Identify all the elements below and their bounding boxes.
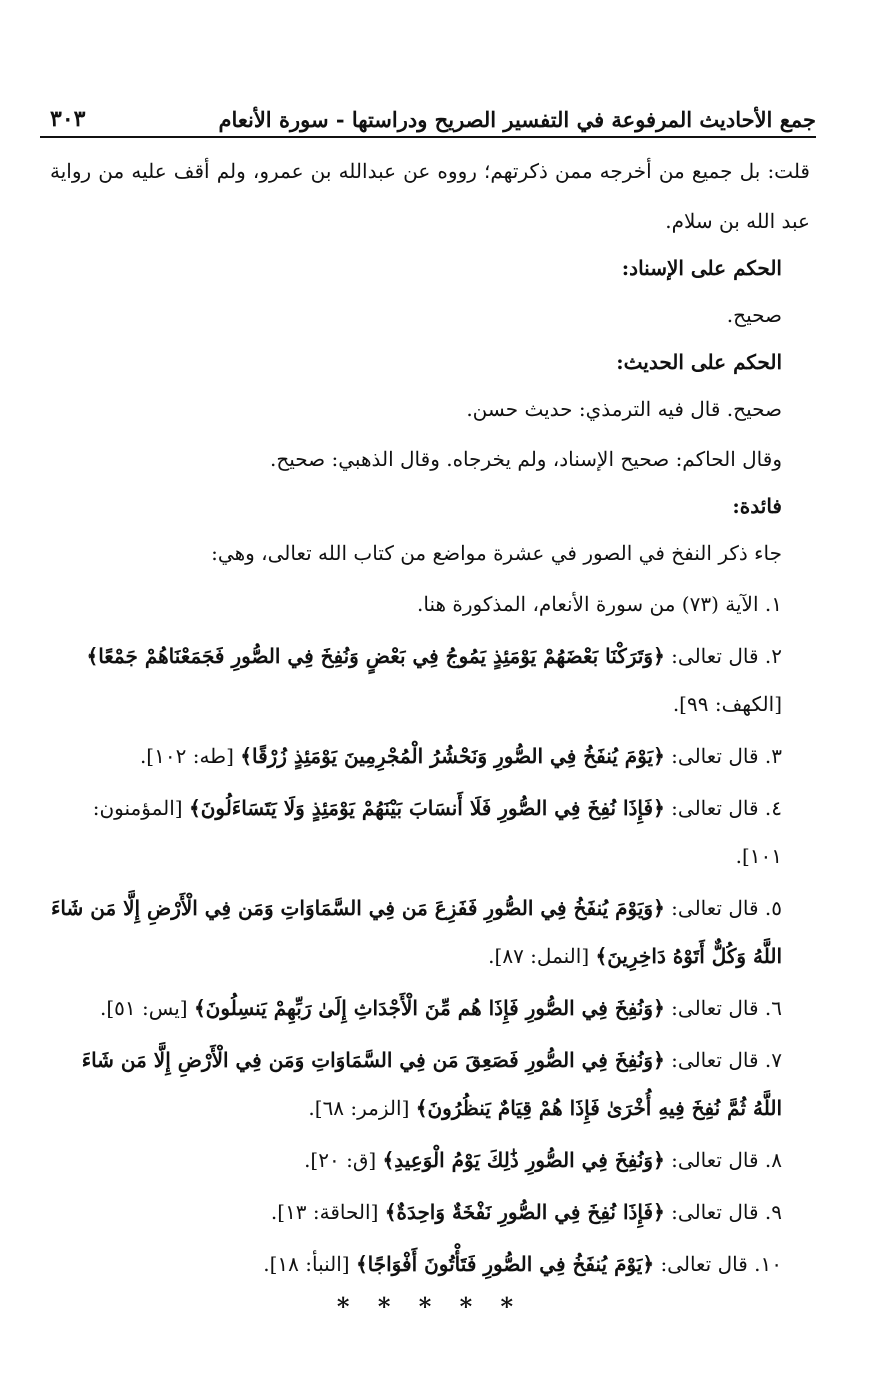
verse-reference: [الكهف: ٩٩]. xyxy=(672,692,782,716)
quran-verse: ﴿وَنُفِخَ فِي الصُّورِ فَإِذَا هُم مِّنَ الْأَجْدَاثِ إِلَىٰ رَبِّهِمْ يَنسِلُونَ﴾ xyxy=(193,996,665,1020)
verse-reference: [طه: ١٠٢]. xyxy=(139,744,234,768)
list-item: ٩. قال تعالى: ﴿فَإِذَا نُفِخَ فِي الصُّورِ نَفْخَةٌ وَاحِدَةٌ﴾ [الحاقة: ١٣]. xyxy=(270,1200,782,1224)
item-prefix: قال تعالى: xyxy=(671,1200,759,1224)
list-item: ٦. قال تعالى: ﴿وَنُفِخَ فِي الصُّورِ فَإِذَا هُم مِّنَ الْأَجْدَاثِ إِلَىٰ رَبِّهِمْ يَنسِلُونَ﴾ [يس: ٥١]. xyxy=(99,996,782,1020)
isnad-heading: الحكم على الإسناد: xyxy=(621,256,782,280)
quran-verse: ﴿وَتَرَكْنَا بَعْضَهُمْ يَوْمَئِذٍ يَمُوجُ فِي بَعْضٍ وَنُفِخَ فِي الصُّورِ فَجَمَعْنَاهُمْ جَمْعًا﴾ xyxy=(86,644,665,668)
item-number: ٨ xyxy=(771,1148,782,1172)
hadith-heading: الحكم على الحديث: xyxy=(616,350,782,374)
item-prefix: قال تعالى: xyxy=(671,1048,759,1072)
item-prefix: الآية (٧٣) من سورة الأنعام، المذكورة هنا. xyxy=(417,592,759,616)
item-number: ١ xyxy=(771,592,782,616)
item-number: ٩ xyxy=(771,1200,782,1224)
item-prefix: قال تعالى: xyxy=(671,996,759,1020)
item-prefix: قال تعالى: xyxy=(671,796,759,820)
hadith-text-2: وقال الحاكم: صحيح الإسناد، ولم يخرجاه. وقال الذهبي: صحيح. xyxy=(269,447,782,471)
list-item: ٨. قال تعالى: ﴿وَنُفِخَ فِي الصُّورِ ذَٰلِكَ يَوْمُ الْوَعِيدِ﴾ [ق: ٢٠]. xyxy=(304,1148,782,1172)
benefit-intro: جاء ذكر النفخ في الصور في عشرة مواضع من كتاب الله تعالى، وهي: xyxy=(211,541,782,565)
item-number: ٦ xyxy=(771,996,782,1020)
item-number: ٥ xyxy=(771,896,782,920)
book-title: جمع الأحاديث المرفوعة في التفسير الصريح ودراستها - سورة الأنعام xyxy=(218,107,816,132)
hadith-text-1: صحيح. قال فيه الترمذي: حديث حسن. xyxy=(466,397,782,421)
verse-reference: [النمل: ٨٧]. xyxy=(488,944,590,968)
page-number: ٣٠٣ xyxy=(50,106,86,132)
verse-reference: [الزمر: ٦٨]. xyxy=(308,1096,410,1120)
list-item: ٧. قال تعالى: ﴿وَنُفِخَ فِي الصُّورِ فَصَعِقَ مَن فِي السَّمَاوَاتِ وَمَن فِي الْأَرْضِ إِلَّا مَن شَاءَ اللَّهُ ثُمَّ نُفِخَ فِيهِ أُخْرَىٰ فَإِذَا هُمْ قِيَامٌ يَنظُرُونَ﴾ [الزمر: ٦٨]. xyxy=(81,1048,782,1120)
verse-reference: [يس: ٥١]. xyxy=(99,996,188,1020)
quran-verse: ﴿وَيَوْمَ يُنفَخُ فِي الصُّورِ فَفَزِعَ مَن فِي السَّمَاوَاتِ وَمَن فِي الْأَرْضِ إِلَّا مَن شَاءَ اللَّهُ وَكُلٌّ أَتَوْهُ دَاخِرِينَ﴾ xyxy=(51,896,782,968)
section-separator: * * * * * xyxy=(336,1292,524,1321)
list-item: ٣. قال تعالى: ﴿يَوْمَ يُنفَخُ فِي الصُّورِ وَنَحْشُرُ الْمُجْرِمِينَ يَوْمَئِذٍ زُرْقًا﴾ [طه: ١٠٢]. xyxy=(139,744,782,768)
item-number: ١٠ xyxy=(760,1252,782,1276)
verse-reference: [المؤمنون: ١٠١]. xyxy=(92,796,782,868)
verse-reference: [النبأ: ١٨]. xyxy=(263,1252,350,1276)
item-prefix: قال تعالى: xyxy=(671,744,759,768)
item-number: ٣ xyxy=(771,744,782,768)
quran-verse: ﴿يَوْمَ يُنفَخُ فِي الصُّورِ وَنَحْشُرُ الْمُجْرِمِينَ يَوْمَئِذٍ زُرْقًا﴾ xyxy=(240,744,665,768)
item-prefix: قال تعالى: xyxy=(660,1252,748,1276)
item-number: ٢ xyxy=(771,644,782,668)
item-number: ٤ xyxy=(771,796,782,820)
quran-verse: ﴿وَنُفِخَ فِي الصُّورِ ذَٰلِكَ يَوْمُ الْوَعِيدِ﴾ xyxy=(382,1148,665,1172)
item-prefix: قال تعالى: xyxy=(671,644,759,668)
list-item: ١٠. قال تعالى: ﴿يَوْمَ يُنفَخُ فِي الصُّورِ فَتَأْتُونَ أَفْوَاجًا﴾ [النبأ: ١٨]. xyxy=(263,1252,782,1276)
list-item: ٤. قال تعالى: ﴿فَإِذَا نُفِخَ فِي الصُّورِ فَلَا أَنسَابَ بَيْنَهُمْ يَوْمَئِذٍ وَلَا يَتَسَاءَلُونَ﴾ [المؤمنون: ١٠١]. xyxy=(92,796,782,868)
page-header xyxy=(40,100,816,138)
verse-reference: [ق: ٢٠]. xyxy=(304,1148,377,1172)
item-number: ٧ xyxy=(771,1048,782,1072)
page-body xyxy=(50,146,810,1321)
quran-verse: ﴿فَإِذَا نُفِخَ فِي الصُّورِ فَلَا أَنسَابَ بَيْنَهُمْ يَوْمَئِذٍ وَلَا يَتَسَاءَلُونَ﴾ xyxy=(188,796,665,820)
list-item: ١. الآية (٧٣) من سورة الأنعام، المذكورة هنا. xyxy=(417,592,782,616)
verse-reference: [الحاقة: ١٣]. xyxy=(270,1200,379,1224)
isnad-text: صحيح. xyxy=(726,303,782,327)
list-item: ٥. قال تعالى: ﴿وَيَوْمَ يُنفَخُ فِي الصُّورِ فَفَزِعَ مَن فِي السَّمَاوَاتِ وَمَن فِي الْأَرْضِ إِلَّا مَن شَاءَ اللَّهُ وَكُلٌّ أَتَوْهُ دَاخِرِينَ﴾ [النمل: ٨٧]. xyxy=(51,896,782,968)
item-prefix: قال تعالى: xyxy=(671,896,759,920)
quran-verse: ﴿فَإِذَا نُفِخَ فِي الصُّورِ نَفْخَةٌ وَاحِدَةٌ﴾ xyxy=(384,1200,665,1224)
benefit-heading: فائدة: xyxy=(732,494,782,518)
item-prefix: قال تعالى: xyxy=(671,1148,759,1172)
list-item: ٢. قال تعالى: ﴿وَتَرَكْنَا بَعْضَهُمْ يَوْمَئِذٍ يَمُوجُ فِي بَعْضٍ وَنُفِخَ فِي الصُّورِ فَجَمَعْنَاهُمْ جَمْعًا﴾ [الكهف: ٩٩]. xyxy=(86,644,782,716)
intro-paragraph: قلت: بل جميع من أخرجه ممن ذكرتهم؛ رووه عن عبدالله بن عمرو، ولم أقف عليه من رواية عبد الله بن سلام. xyxy=(50,159,810,233)
quran-verse: ﴿يَوْمَ يُنفَخُ فِي الصُّورِ فَتَأْتُونَ أَفْوَاجًا﴾ xyxy=(355,1252,655,1276)
quran-verse: ﴿وَنُفِخَ فِي الصُّورِ فَصَعِقَ مَن فِي السَّمَاوَاتِ وَمَن فِي الْأَرْضِ إِلَّا مَن شَاءَ اللَّهُ ثُمَّ نُفِخَ فِيهِ أُخْرَىٰ فَإِذَا هُمْ قِيَامٌ يَنظُرُونَ﴾ xyxy=(81,1048,782,1120)
verse-list xyxy=(50,580,810,1288)
